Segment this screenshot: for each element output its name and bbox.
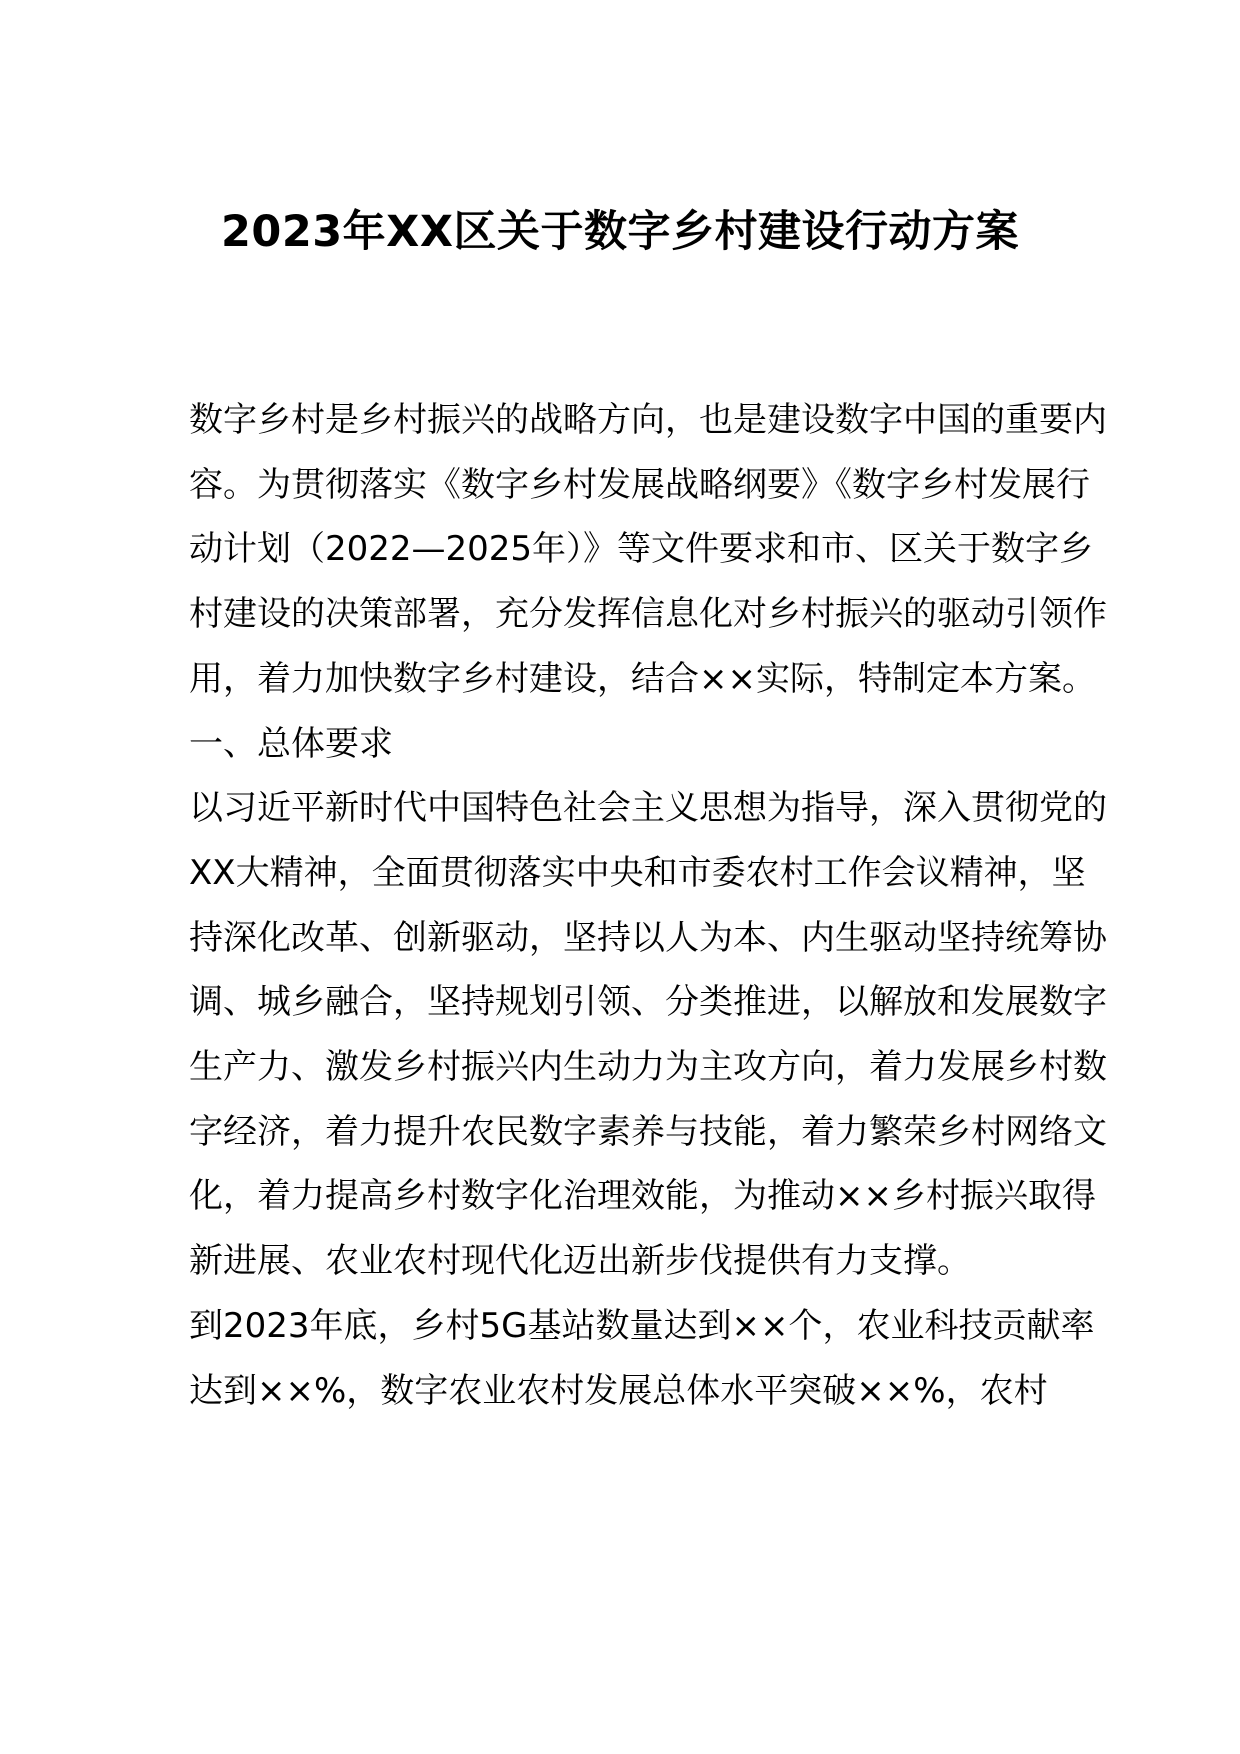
targets-paragraph: 到2023年底，乡村5G基站数量达到××个，农业科技贡献率达到××%，数字农业农村发展总体水平突破××%，农村 [189, 1305, 1095, 1411]
document-body [189, 388, 1109, 1423]
section-heading: 一、总体要求 [189, 723, 393, 764]
document-title: 2023年XX区关于数字乡村建设行动方案 [221, 207, 1019, 257]
intro-paragraph: 数字乡村是乡村振兴的战略方向，也是建设数字中国的重要内容。为贯彻落实《数字乡村发展战略纲要》《数字乡村发展行动计划（2022—2025年）》等文件要求和市、区关于数字乡村建设的决策部署，充分发挥信息化对乡村振兴的驱动引领作用，着力加快数字乡村建设，结合××实际，特制定本方案。 [189, 400, 1107, 699]
requirements-paragraph: 以习近平新时代中国特色社会主义思想为指导，深入贯彻党的XX大精神，全面贯彻落实中央和市委农村工作会议精神，坚持深化改革、创新驱动，坚持以人为本、内生驱动坚持统筹协调、城乡融合，坚持规划引领、分类推进，以解放和发展数字生产力、激发乡村振兴内生动力为主攻方向，着力发展乡村数字经济，着力提升农民数字素养与技能，着力繁荣乡村网络文化，着力提高乡村数字化治理效能，为推动××乡村振兴取得新进展、农业农村现代化迈出新步伐提供有力支撑。 [189, 788, 1107, 1282]
